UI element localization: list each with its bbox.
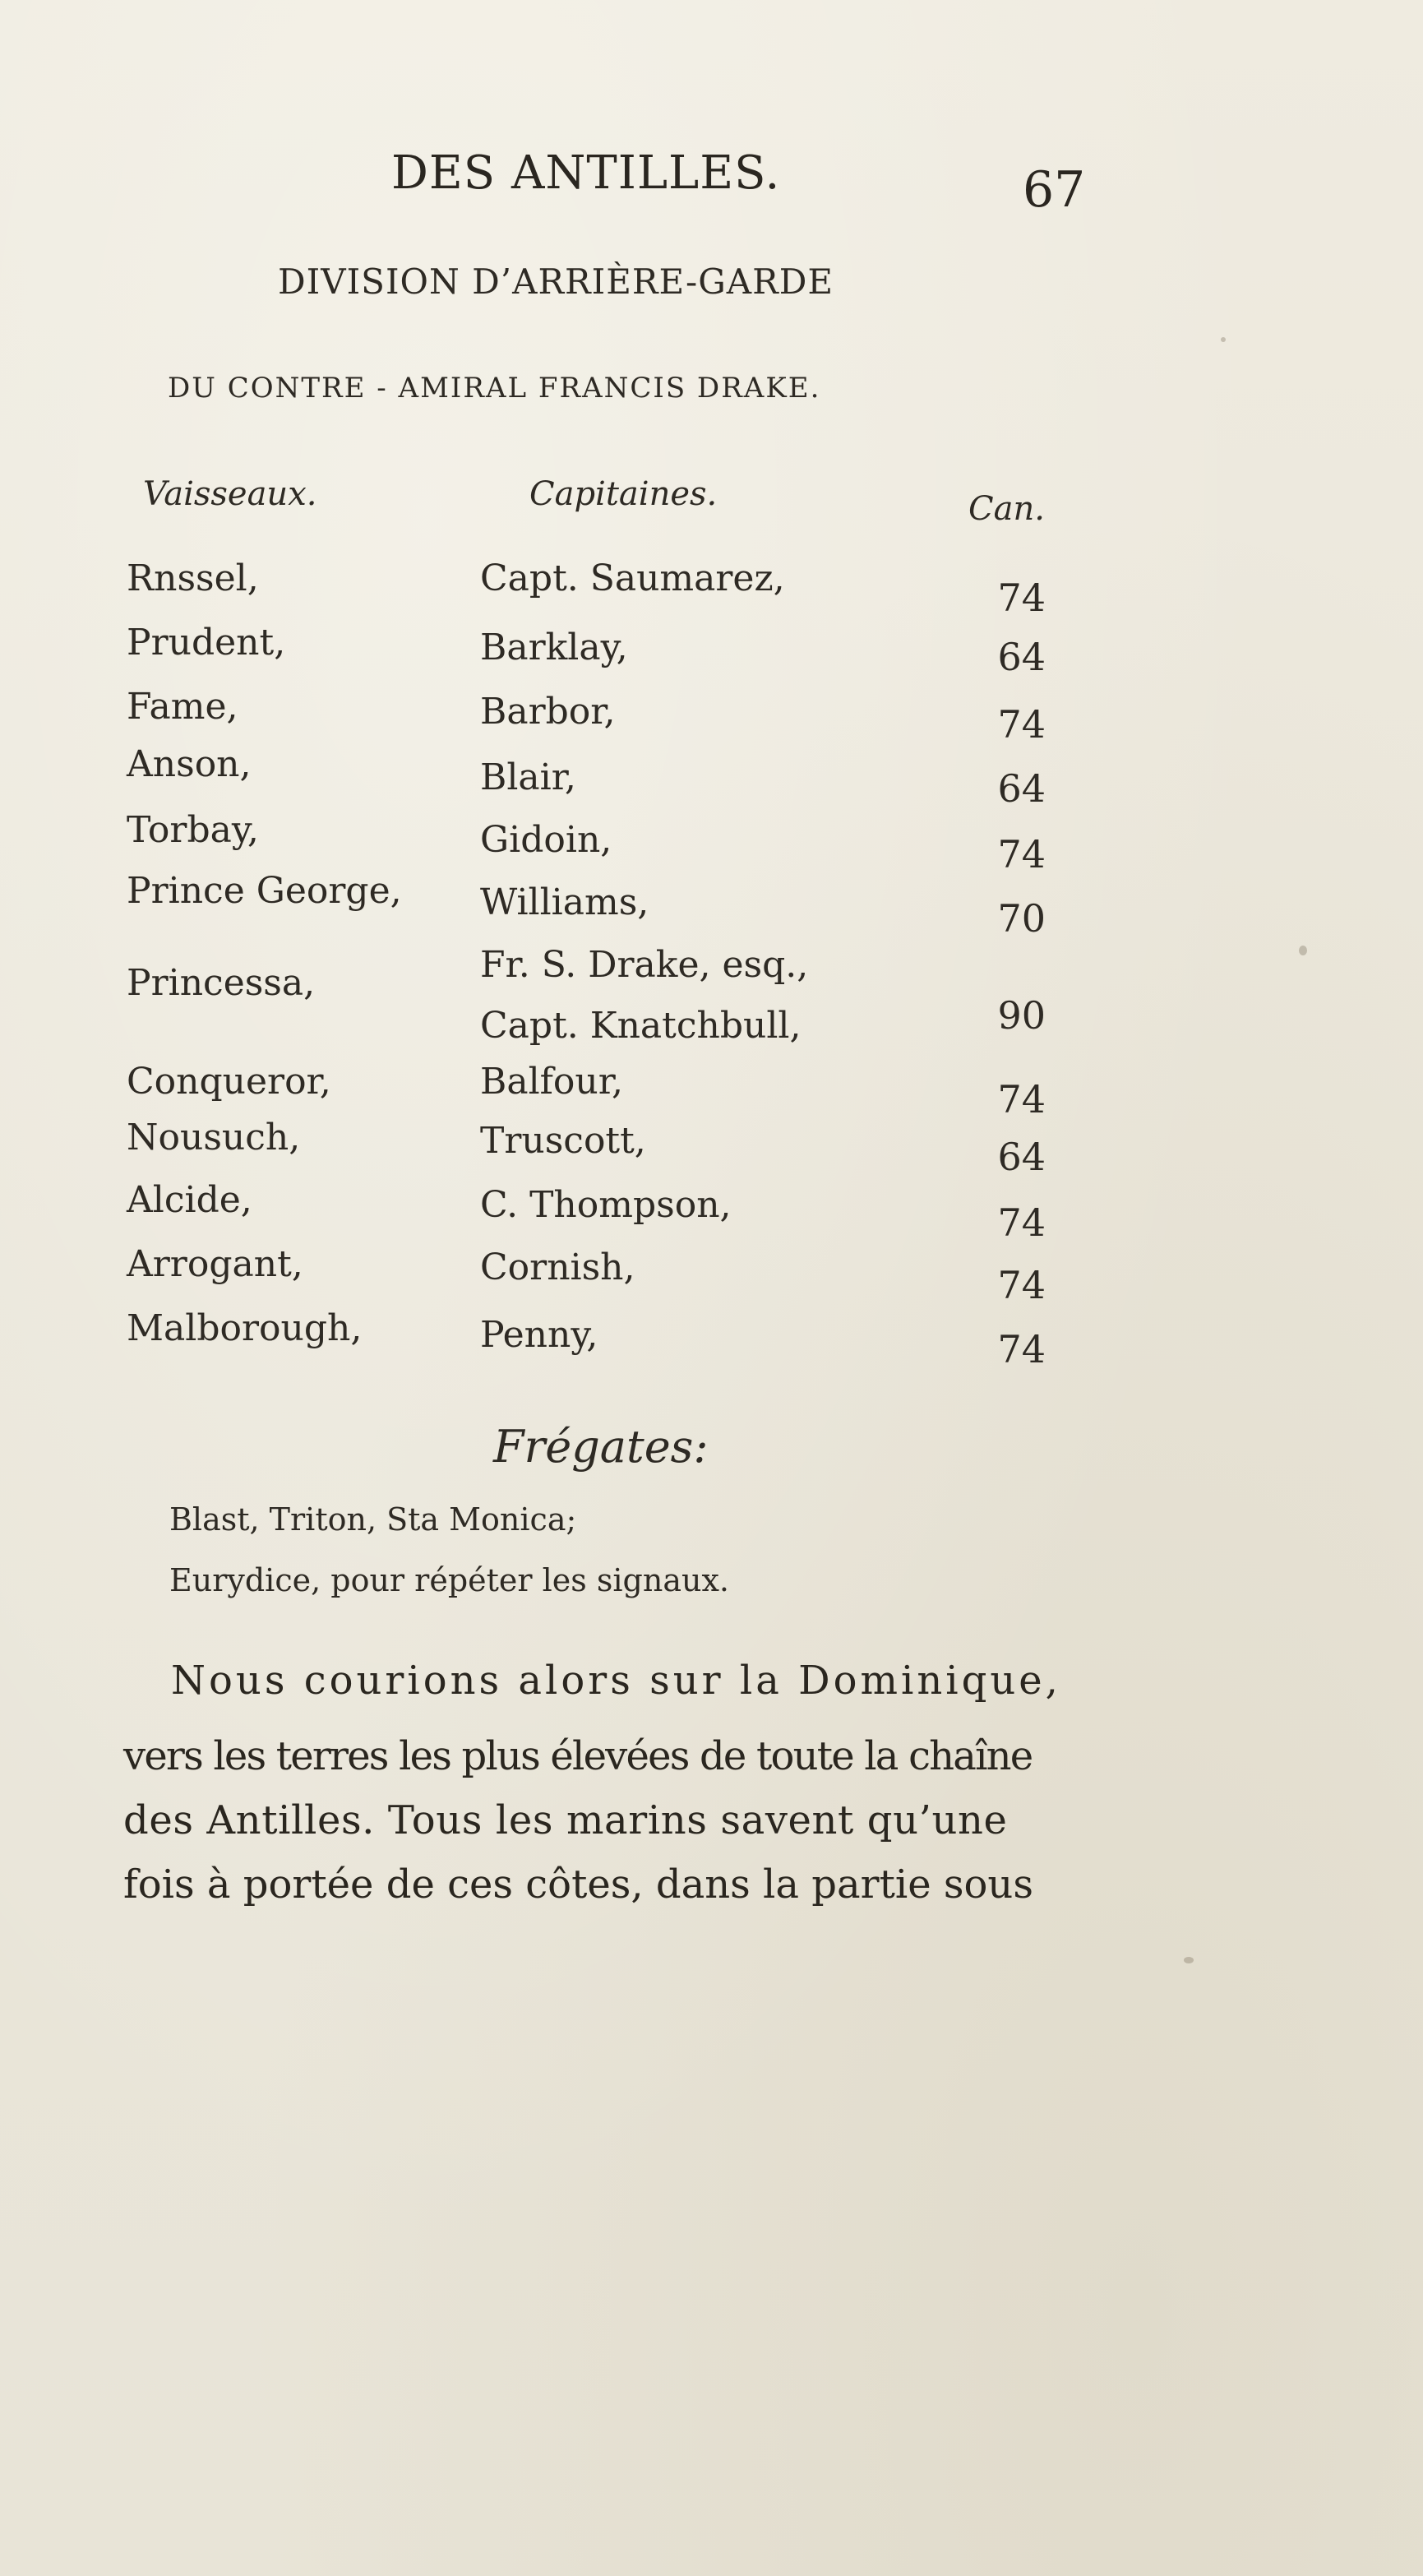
ship-name: Princessa, <box>127 962 316 1004</box>
gun-count: 64 <box>997 635 1046 679</box>
column-header-captains: Capitaines. <box>529 475 718 513</box>
ship-name: Fame, <box>127 686 238 728</box>
gun-count: 74 <box>997 702 1046 747</box>
gun-count: 74 <box>997 576 1046 620</box>
captain-name: Capt. Saumarez, <box>480 557 785 599</box>
gun-count: 74 <box>997 832 1046 876</box>
ship-name: Alcide, <box>127 1179 252 1221</box>
captain-name: Fr. S. Drake, esq., <box>480 944 809 986</box>
gun-count: 74 <box>997 1077 1046 1122</box>
captain-name: Williams, <box>480 881 649 923</box>
paragraph-line: vers les terres les plus élevées de toute la chaîne <box>123 1733 1033 1779</box>
ship-name: Nousuch, <box>127 1117 301 1159</box>
ship-name: Arrogant, <box>127 1243 303 1285</box>
gun-count: 74 <box>997 1263 1046 1307</box>
gun-count: 64 <box>997 1135 1046 1179</box>
ship-name: Torbay, <box>127 809 259 851</box>
captain-name: C. Thompson, <box>480 1184 732 1226</box>
captain-name: Barbor, <box>480 691 616 733</box>
paper-spot <box>1221 337 1226 342</box>
paragraph-line: des Antilles. Tous les marins savent qu’une <box>123 1797 1008 1843</box>
frigates-line: Eurydice, pour répéter les signaux. <box>169 1562 729 1598</box>
paragraph-line: Nous courions alors sur la Dominique, <box>171 1658 1061 1704</box>
ship-name: Conqueror, <box>127 1061 331 1103</box>
captain-name: Barklay, <box>480 627 628 668</box>
ship-name: Anson, <box>127 743 252 785</box>
page-number: 67 <box>1023 161 1086 219</box>
frigates-line: Blast, Triton, Sta Monica; <box>169 1501 577 1538</box>
paper-spot <box>1184 1957 1194 1963</box>
captain-name: Truscott, <box>480 1120 646 1162</box>
paragraph-line: fois à portée de ces côtes, dans la partie sous <box>123 1861 1033 1908</box>
captain-name: Cornish, <box>480 1246 635 1288</box>
running-head: DES ANTILLES. <box>391 146 781 200</box>
ship-name: Malborough, <box>127 1307 363 1349</box>
gun-count: 74 <box>997 1327 1046 1371</box>
gun-count: 90 <box>997 993 1046 1038</box>
captain-name: Balfour, <box>480 1061 623 1103</box>
captain-name: Penny, <box>480 1314 598 1356</box>
captain-name: Blair, <box>480 756 576 798</box>
gun-count: 70 <box>997 896 1046 941</box>
gun-count: 64 <box>997 766 1046 811</box>
frigates-heading: Frégates: <box>493 1421 709 1473</box>
column-header-ships: Vaisseaux. <box>143 475 317 513</box>
section-subtitle: DU CONTRE - AMIRAL FRANCIS DRAKE. <box>168 372 821 405</box>
column-header-guns: Can. <box>968 490 1045 528</box>
section-title: DIVISION D’ARRIÈRE-GARDE <box>278 261 834 302</box>
paper-spot <box>1299 946 1307 955</box>
ship-name: Prudent, <box>127 622 286 664</box>
ship-name: Prince George, <box>127 870 402 912</box>
captain-name: Gidoin, <box>480 819 612 861</box>
ship-name: Rnssel, <box>127 557 259 599</box>
captain-name-second-line: Capt. Knatchbull, <box>480 1005 802 1047</box>
gun-count: 74 <box>997 1200 1046 1245</box>
